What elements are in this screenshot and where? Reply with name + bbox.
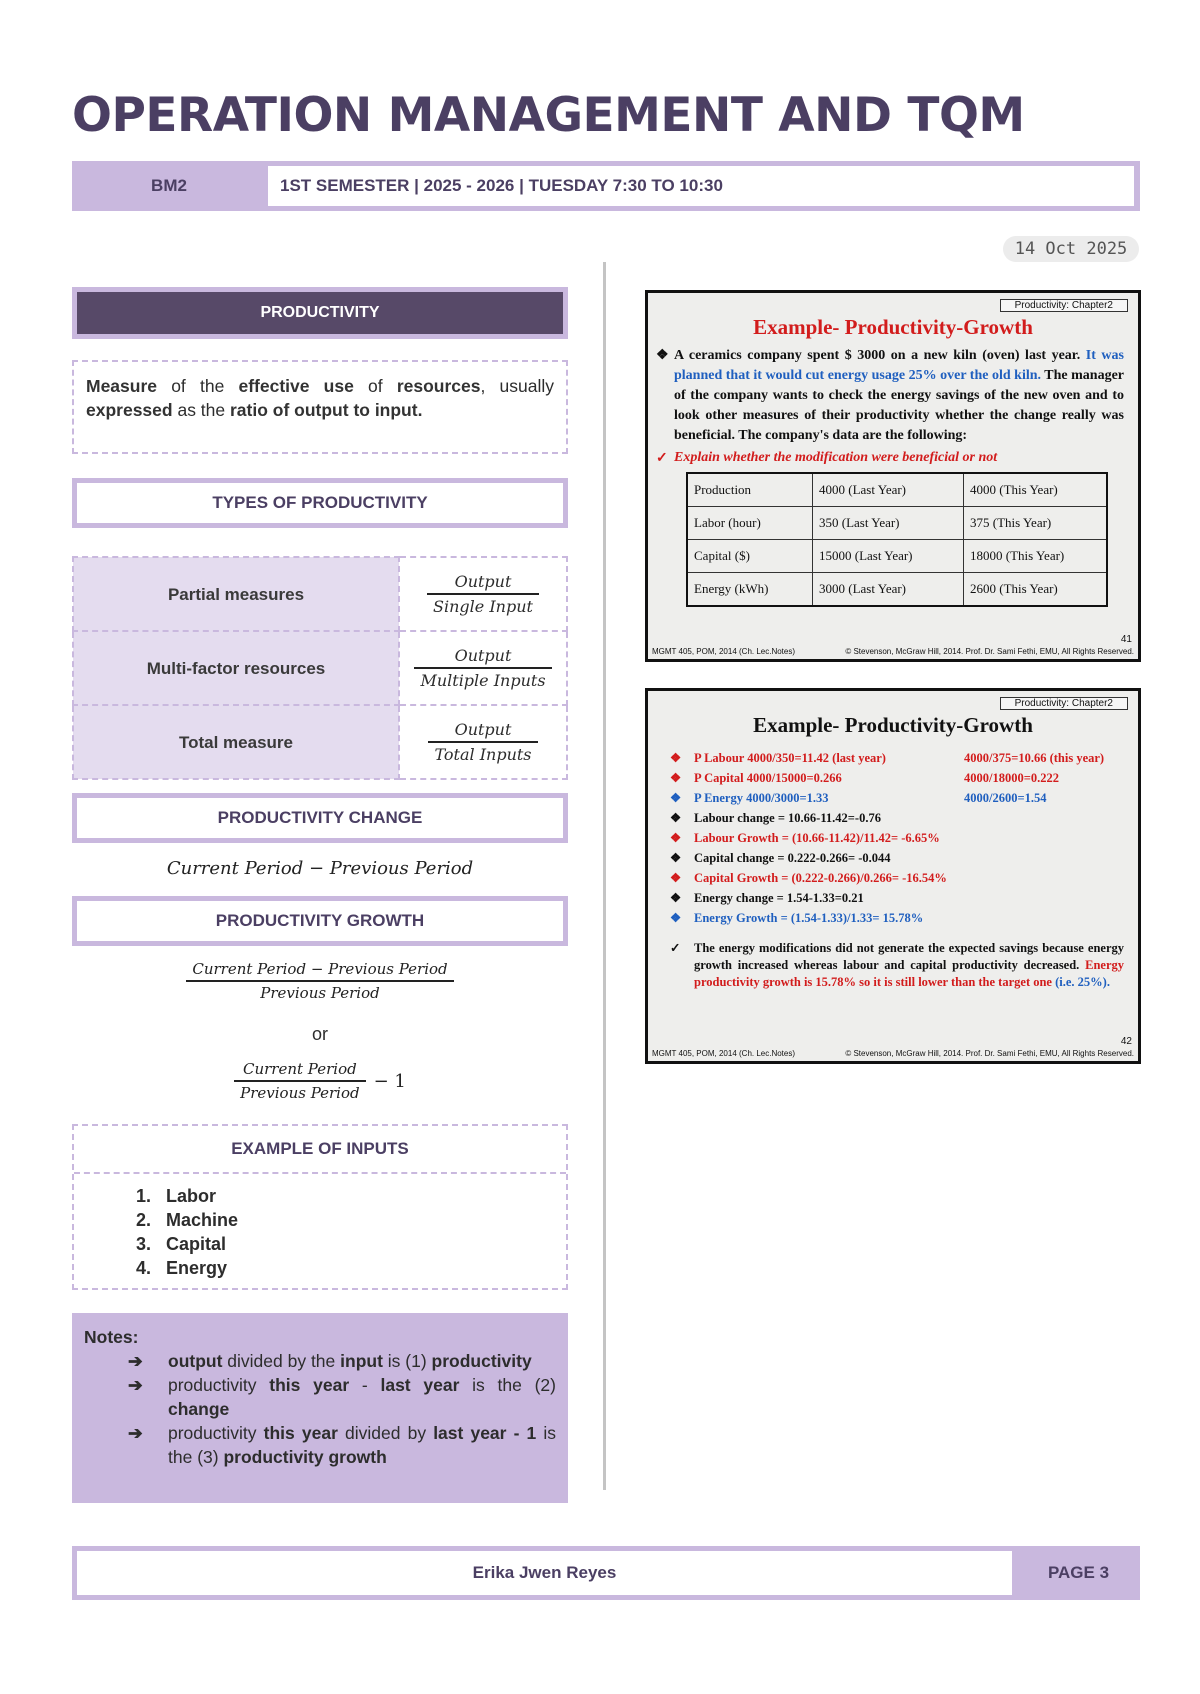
- note-bold: productivity growth: [223, 1447, 387, 1467]
- note-bold: this year: [263, 1423, 338, 1443]
- slide-paragraph: [656, 346, 1124, 446]
- inputs-heading: EXAMPLE OF INPUTS: [74, 1126, 566, 1174]
- note-text: productivity: [168, 1423, 264, 1443]
- calc-text: Labour change = 10.66-11.42=-0.76: [694, 811, 881, 825]
- note-bold: productivity: [431, 1351, 532, 1371]
- fraction-numerator: Current Period − Previous Period: [192, 960, 448, 978]
- fraction-denominator: Previous Period: [186, 980, 453, 1002]
- note-text: is the (3): [168, 1423, 557, 1467]
- types-heading-label: TYPES OF PRODUCTIVITY: [77, 483, 563, 523]
- slide-footer-left: MGMT 405, POM, 2014 (Ch. Lec.Notes): [652, 647, 796, 656]
- conclusion-highlight: Energy productivity growth is 15.78% so it is still lower than the target one: [694, 958, 1124, 989]
- def-text: as the: [172, 400, 230, 420]
- table-row: [687, 573, 1107, 607]
- diamond-bullet-icon: ❖: [670, 871, 682, 885]
- table-row: [687, 473, 1107, 507]
- fraction: [427, 572, 539, 616]
- minus-one: − 1: [373, 1070, 406, 1092]
- note-text: is (1): [382, 1351, 432, 1371]
- slide-tag: Productivity: Chapter2: [1000, 697, 1128, 710]
- slide-text: A ceramics company spent $ 3000 on a new kiln (oven) last year.: [674, 348, 1086, 363]
- calc-text: Energy change = 1.54-1.33=0.21: [694, 891, 864, 905]
- table-cell: 15000 (Last Year): [813, 540, 964, 573]
- type-formula: [399, 557, 567, 631]
- list-item: 4. Energy: [156, 1256, 566, 1280]
- calc-row: [666, 768, 1124, 788]
- fraction-numerator: Output: [454, 572, 512, 591]
- diamond-bullet-icon: ❖: [670, 891, 682, 905]
- growth-formula-1: [72, 960, 568, 1002]
- def-word: Measure: [86, 376, 158, 396]
- table-cell: 3000 (Last Year): [813, 573, 964, 607]
- change-formula: Current Period − Previous Period: [166, 858, 474, 879]
- fraction-denominator: Total Inputs: [428, 741, 537, 764]
- calc-row: [666, 748, 1124, 768]
- fraction: [234, 1060, 365, 1102]
- calc-text: Labour Growth = (10.66-11.42)/11.42= -6.65%: [694, 831, 940, 845]
- page-number: PAGE 3: [1047, 1563, 1110, 1582]
- def-text: of the: [157, 376, 239, 396]
- arrow-icon: ➔: [128, 1351, 143, 1371]
- slide-footer-right: © Stevenson, McGraw Hill, 2014. Prof. Dr. Sami Fethi, EMU, All Rights Reserved.: [845, 1049, 1134, 1058]
- slide-conclusion: [670, 940, 1124, 991]
- fraction: [186, 960, 453, 1002]
- table-cell: Energy (kWh): [687, 573, 813, 607]
- types-table: [72, 556, 568, 780]
- note-item: [84, 1373, 556, 1421]
- diamond-bullet-icon: ❖: [670, 791, 682, 805]
- productivity-definition: [72, 360, 568, 454]
- calc-row: [666, 908, 1124, 928]
- check-icon: ✓: [656, 451, 668, 466]
- arrow-icon: ➔: [128, 1423, 143, 1443]
- fraction: [428, 720, 537, 764]
- date-badge: 14 Oct 2025: [1003, 236, 1139, 262]
- slide-footer: [648, 647, 1138, 656]
- diamond-bullet-icon: ❖: [656, 348, 669, 363]
- calc-text-2: 4000/375=10.66 (this year): [964, 751, 1105, 765]
- productivity-heading-label: PRODUCTIVITY: [77, 292, 563, 334]
- table-row: [687, 507, 1107, 540]
- fraction-numerator: Current Period: [243, 1060, 357, 1078]
- fraction-denominator: Single Input: [427, 593, 539, 616]
- type-label: Total measure: [73, 705, 399, 779]
- calc-text-2: 4000/18000=0.222: [964, 771, 1059, 785]
- calc-row: [666, 888, 1124, 908]
- slide-footer: [648, 1049, 1138, 1058]
- table-cell: 4000 (Last Year): [813, 473, 964, 507]
- notes-box: [72, 1313, 568, 1503]
- growth-formula-2: [72, 1060, 568, 1102]
- slide-title: Example- Productivity-Growth: [753, 713, 1033, 737]
- inputs-list: [74, 1184, 566, 1280]
- note-item: [84, 1349, 556, 1373]
- def-word: effective use: [238, 376, 354, 396]
- note-bold: input: [340, 1351, 383, 1371]
- note-bold: this year: [269, 1375, 350, 1395]
- slide-footer-right: © Stevenson, McGraw Hill, 2014. Prof. Dr. Sami Fethi, EMU, All Rights Reserved.: [845, 647, 1134, 656]
- slide-footer-left: MGMT 405, POM, 2014 (Ch. Lec.Notes): [652, 1049, 796, 1058]
- table-row: [73, 631, 567, 705]
- slide-question: [656, 450, 1124, 466]
- table-cell: 18000 (This Year): [964, 540, 1108, 573]
- note-text: productivity: [168, 1375, 270, 1395]
- list-item: 3. Capital: [156, 1232, 566, 1256]
- author-name: Erika Jwen Reyes: [77, 1551, 1012, 1595]
- table-cell: Labor (hour): [687, 507, 813, 540]
- calc-row: [666, 848, 1124, 868]
- table-row: [687, 540, 1107, 573]
- calc-text: P Labour 4000/350=11.42 (last year): [694, 751, 886, 765]
- calc-row: [666, 828, 1124, 848]
- page-footer: [72, 1546, 1140, 1600]
- diamond-bullet-icon: ❖: [670, 751, 682, 765]
- note-bold: output: [168, 1351, 223, 1371]
- table-cell: 4000 (This Year): [964, 473, 1108, 507]
- arrow-icon: ➔: [128, 1375, 143, 1395]
- calc-text: Capital change = 0.222-0.266= -0.044: [694, 851, 891, 865]
- list-item: 1. Labor: [156, 1184, 566, 1208]
- table-row: [73, 705, 567, 779]
- slide-text: The manager of the company wants to check the energy savings of the new oven and to look other measures of their productivity whether the change really was beneficial. The company's data are the following:: [674, 368, 1124, 443]
- table-cell: 350 (Last Year): [813, 507, 964, 540]
- note-bold: last year: [380, 1375, 460, 1395]
- note-text: divided by: [337, 1423, 434, 1443]
- list-item: 2. Machine: [156, 1208, 566, 1232]
- def-word: ratio of output to input.: [230, 400, 423, 420]
- def-text: of: [353, 376, 397, 396]
- productivity-heading: [72, 287, 568, 339]
- calc-text: Energy Growth = (1.54-1.33)/1.33= 15.78%: [694, 911, 924, 925]
- type-label: Partial measures: [73, 557, 399, 631]
- note-bold: change: [168, 1399, 230, 1419]
- slide-example-1: [645, 290, 1141, 662]
- diamond-bullet-icon: ❖: [670, 771, 682, 785]
- calc-text: Capital Growth = (0.222-0.266)/0.266= -16.54%: [694, 871, 947, 885]
- fraction-numerator: Output: [454, 646, 512, 665]
- table-cell: Capital ($): [687, 540, 813, 573]
- check-icon: ✓: [670, 941, 681, 955]
- slide-question-text: Explain whether the modification were beneficial or not: [674, 450, 998, 465]
- course-schedule: 1ST SEMESTER | 2025 - 2026 | TUESDAY 7:30 TO 10:30: [268, 166, 1134, 206]
- inputs-box: [72, 1124, 568, 1290]
- course-code: BM2: [151, 176, 187, 195]
- or-label: or: [311, 1024, 328, 1044]
- note-text: -: [349, 1375, 381, 1395]
- conclusion-target: (i.e. 25%).: [1051, 975, 1110, 989]
- diamond-bullet-icon: ❖: [670, 811, 682, 825]
- fraction-denominator: Previous Period: [234, 1080, 365, 1102]
- note-item: [84, 1421, 556, 1469]
- calc-row: [666, 808, 1124, 828]
- def-word: expressed: [86, 400, 173, 420]
- diamond-bullet-icon: ❖: [670, 851, 682, 865]
- slide-text-highlight: It was planned that it would cut energy usage 25% over the old kiln.: [674, 348, 1124, 383]
- table-cell: Production: [687, 473, 813, 507]
- note-bold: last year - 1: [433, 1423, 537, 1443]
- slide-title: Example- Productivity-Growth: [753, 315, 1033, 339]
- slide-tag: Productivity: Chapter2: [1000, 299, 1128, 312]
- calc-row: [666, 788, 1124, 808]
- slide-data-table: [686, 472, 1108, 607]
- diamond-bullet-icon: ❖: [670, 831, 682, 845]
- change-heading: [72, 793, 568, 843]
- change-heading-label: PRODUCTIVITY CHANGE: [77, 798, 563, 838]
- type-label: Multi-factor resources: [73, 631, 399, 705]
- note-text: divided by the: [222, 1351, 341, 1371]
- fraction: [414, 646, 551, 690]
- calc-row: [666, 868, 1124, 888]
- calc-text-2: 4000/2600=1.54: [964, 791, 1047, 805]
- slide-page-number: 42: [1120, 1036, 1132, 1047]
- calc-text: P Energy 4000/3000=1.33: [694, 791, 829, 805]
- fraction-denominator: Multiple Inputs: [414, 667, 551, 690]
- diamond-bullet-icon: ❖: [670, 911, 682, 925]
- note-text: is the (2): [459, 1375, 556, 1395]
- course-header: [72, 161, 1140, 211]
- conclusion-text: The energy modifications did not generate the expected savings because energy growth increased whereas labour and capital productivity decreased.: [694, 941, 1124, 972]
- table-cell: 2600 (This Year): [964, 573, 1108, 607]
- table-row: [73, 557, 567, 631]
- column-divider: [603, 262, 606, 1490]
- type-formula: [399, 631, 567, 705]
- calc-text: P Capital 4000/15000=0.266: [694, 771, 842, 785]
- table-cell: 375 (This Year): [964, 507, 1108, 540]
- types-heading: [72, 478, 568, 528]
- slide-calculations: [666, 748, 1124, 928]
- page-title: OPERATION MANAGEMENT AND TQM: [72, 88, 1025, 143]
- growth-heading-label: PRODUCTIVITY GROWTH: [77, 901, 563, 941]
- def-word: resources: [396, 376, 481, 396]
- notes-heading: Notes:: [84, 1327, 139, 1347]
- slide-page-number: 41: [1120, 634, 1132, 645]
- slide-example-2: [645, 688, 1141, 1064]
- def-text: , usually: [480, 376, 555, 396]
- growth-heading: [72, 896, 568, 946]
- notes-list: [84, 1349, 556, 1469]
- type-formula: [399, 705, 567, 779]
- fraction-numerator: Output: [454, 720, 512, 739]
